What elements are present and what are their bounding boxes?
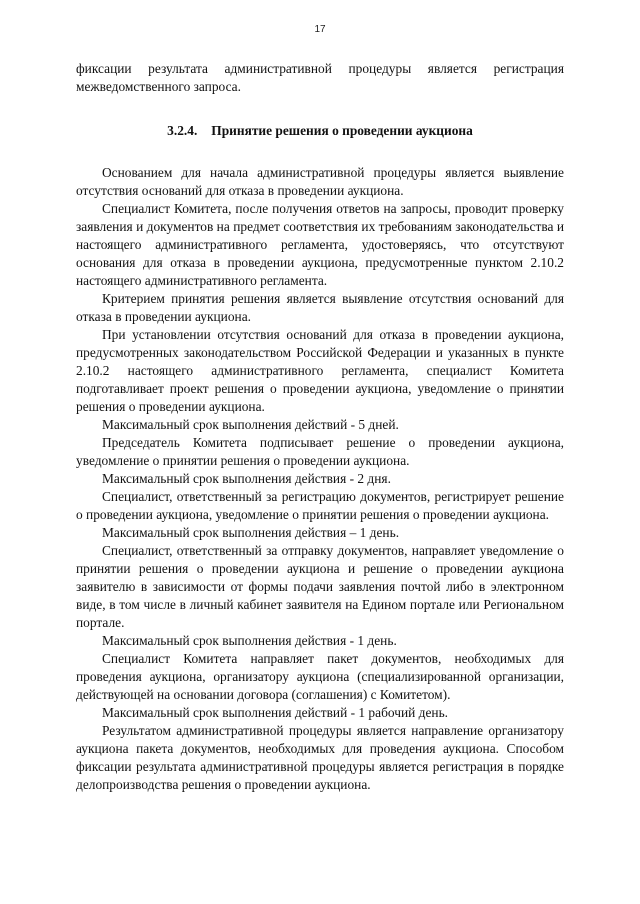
paragraph: Специалист, ответственный за отправку документов, направляет уведомление о принятии решения о проведении аукциона и решение о проведении аукциона заявителю в зависимости от формы подачи заявления почтой либо в электронном виде, в том числе в личный кабинет заявителя на Едином портале или Региональном портале.: [76, 543, 564, 630]
paragraph: Результатом административной процедуры является направление организатору аукциона пакета документов, необходимых для проведения аукциона. Способом фиксации результата административной процедуры является регистрация в порядке делопроизводства решения о проведении аукциона.: [76, 723, 564, 792]
paragraph: Председатель Комитета подписывает решение о проведении аукциона, уведомление о принятии решения о проведении аукциона.: [76, 435, 564, 468]
section-number: 3.2.4.: [167, 123, 198, 138]
paragraph: Специалист, ответственный за регистрацию документов, регистрирует решение о проведении аукциона, уведомление о принятии решения о проведении аукциона.: [76, 489, 564, 522]
page-number: 17: [314, 24, 326, 35]
section-title: Принятие решения о проведении аукциона: [211, 123, 473, 138]
page-content: [76, 60, 564, 794]
paragraph: Максимальный срок выполнения действия - 2 дня.: [102, 471, 391, 486]
paragraph: Основанием для начала административной процедуры является выявление отсутствия оснований для отказа в проведении аукциона.: [76, 165, 564, 198]
paragraph: Критерием принятия решения является выявление отсутствия оснований для отказа в проведении аукциона.: [76, 291, 564, 324]
paragraph: Максимальный срок выполнения действия - 1 день.: [102, 633, 397, 648]
paragraph: Максимальный срок выполнения действий - 5 дней.: [102, 417, 399, 432]
paragraph: Максимальный срок выполнения действия – 1 день.: [102, 525, 400, 540]
section-heading: [76, 122, 564, 140]
paragraph: Специалист Комитета, после получения ответов на запросы, проводит проверку заявления и документов на предмет соответствия их требованиям законодательства и настоящего административного регламента, удостоверяясь, что отсутствуют основания для отказа в проведении аукциона, предусмотренные пунктом 2.10.2 настоящего административного регламента.: [76, 201, 564, 288]
paragraph: При установлении отсутствия оснований для отказа в проведении аукциона, предусмотренных законодательством Российской Федерации и указанных в пункте 2.10.2 настоящего административного регламента, специалист Комитета подготавливает проект решения о проведении аукциона, уведомление о принятии решения о проведении аукциона.: [76, 327, 564, 414]
paragraph: Максимальный срок выполнения действий - 1 рабочий день.: [102, 705, 449, 720]
intro-paragraph: фиксации результата административной процедуры является регистрация межведомственного запроса.: [76, 61, 564, 94]
paragraph: Специалист Комитета направляет пакет документов, необходимых для проведения аукциона, организатору аукциона (специализированной организации, действующей на основании договора (соглашения) с Комитетом).: [76, 651, 564, 702]
